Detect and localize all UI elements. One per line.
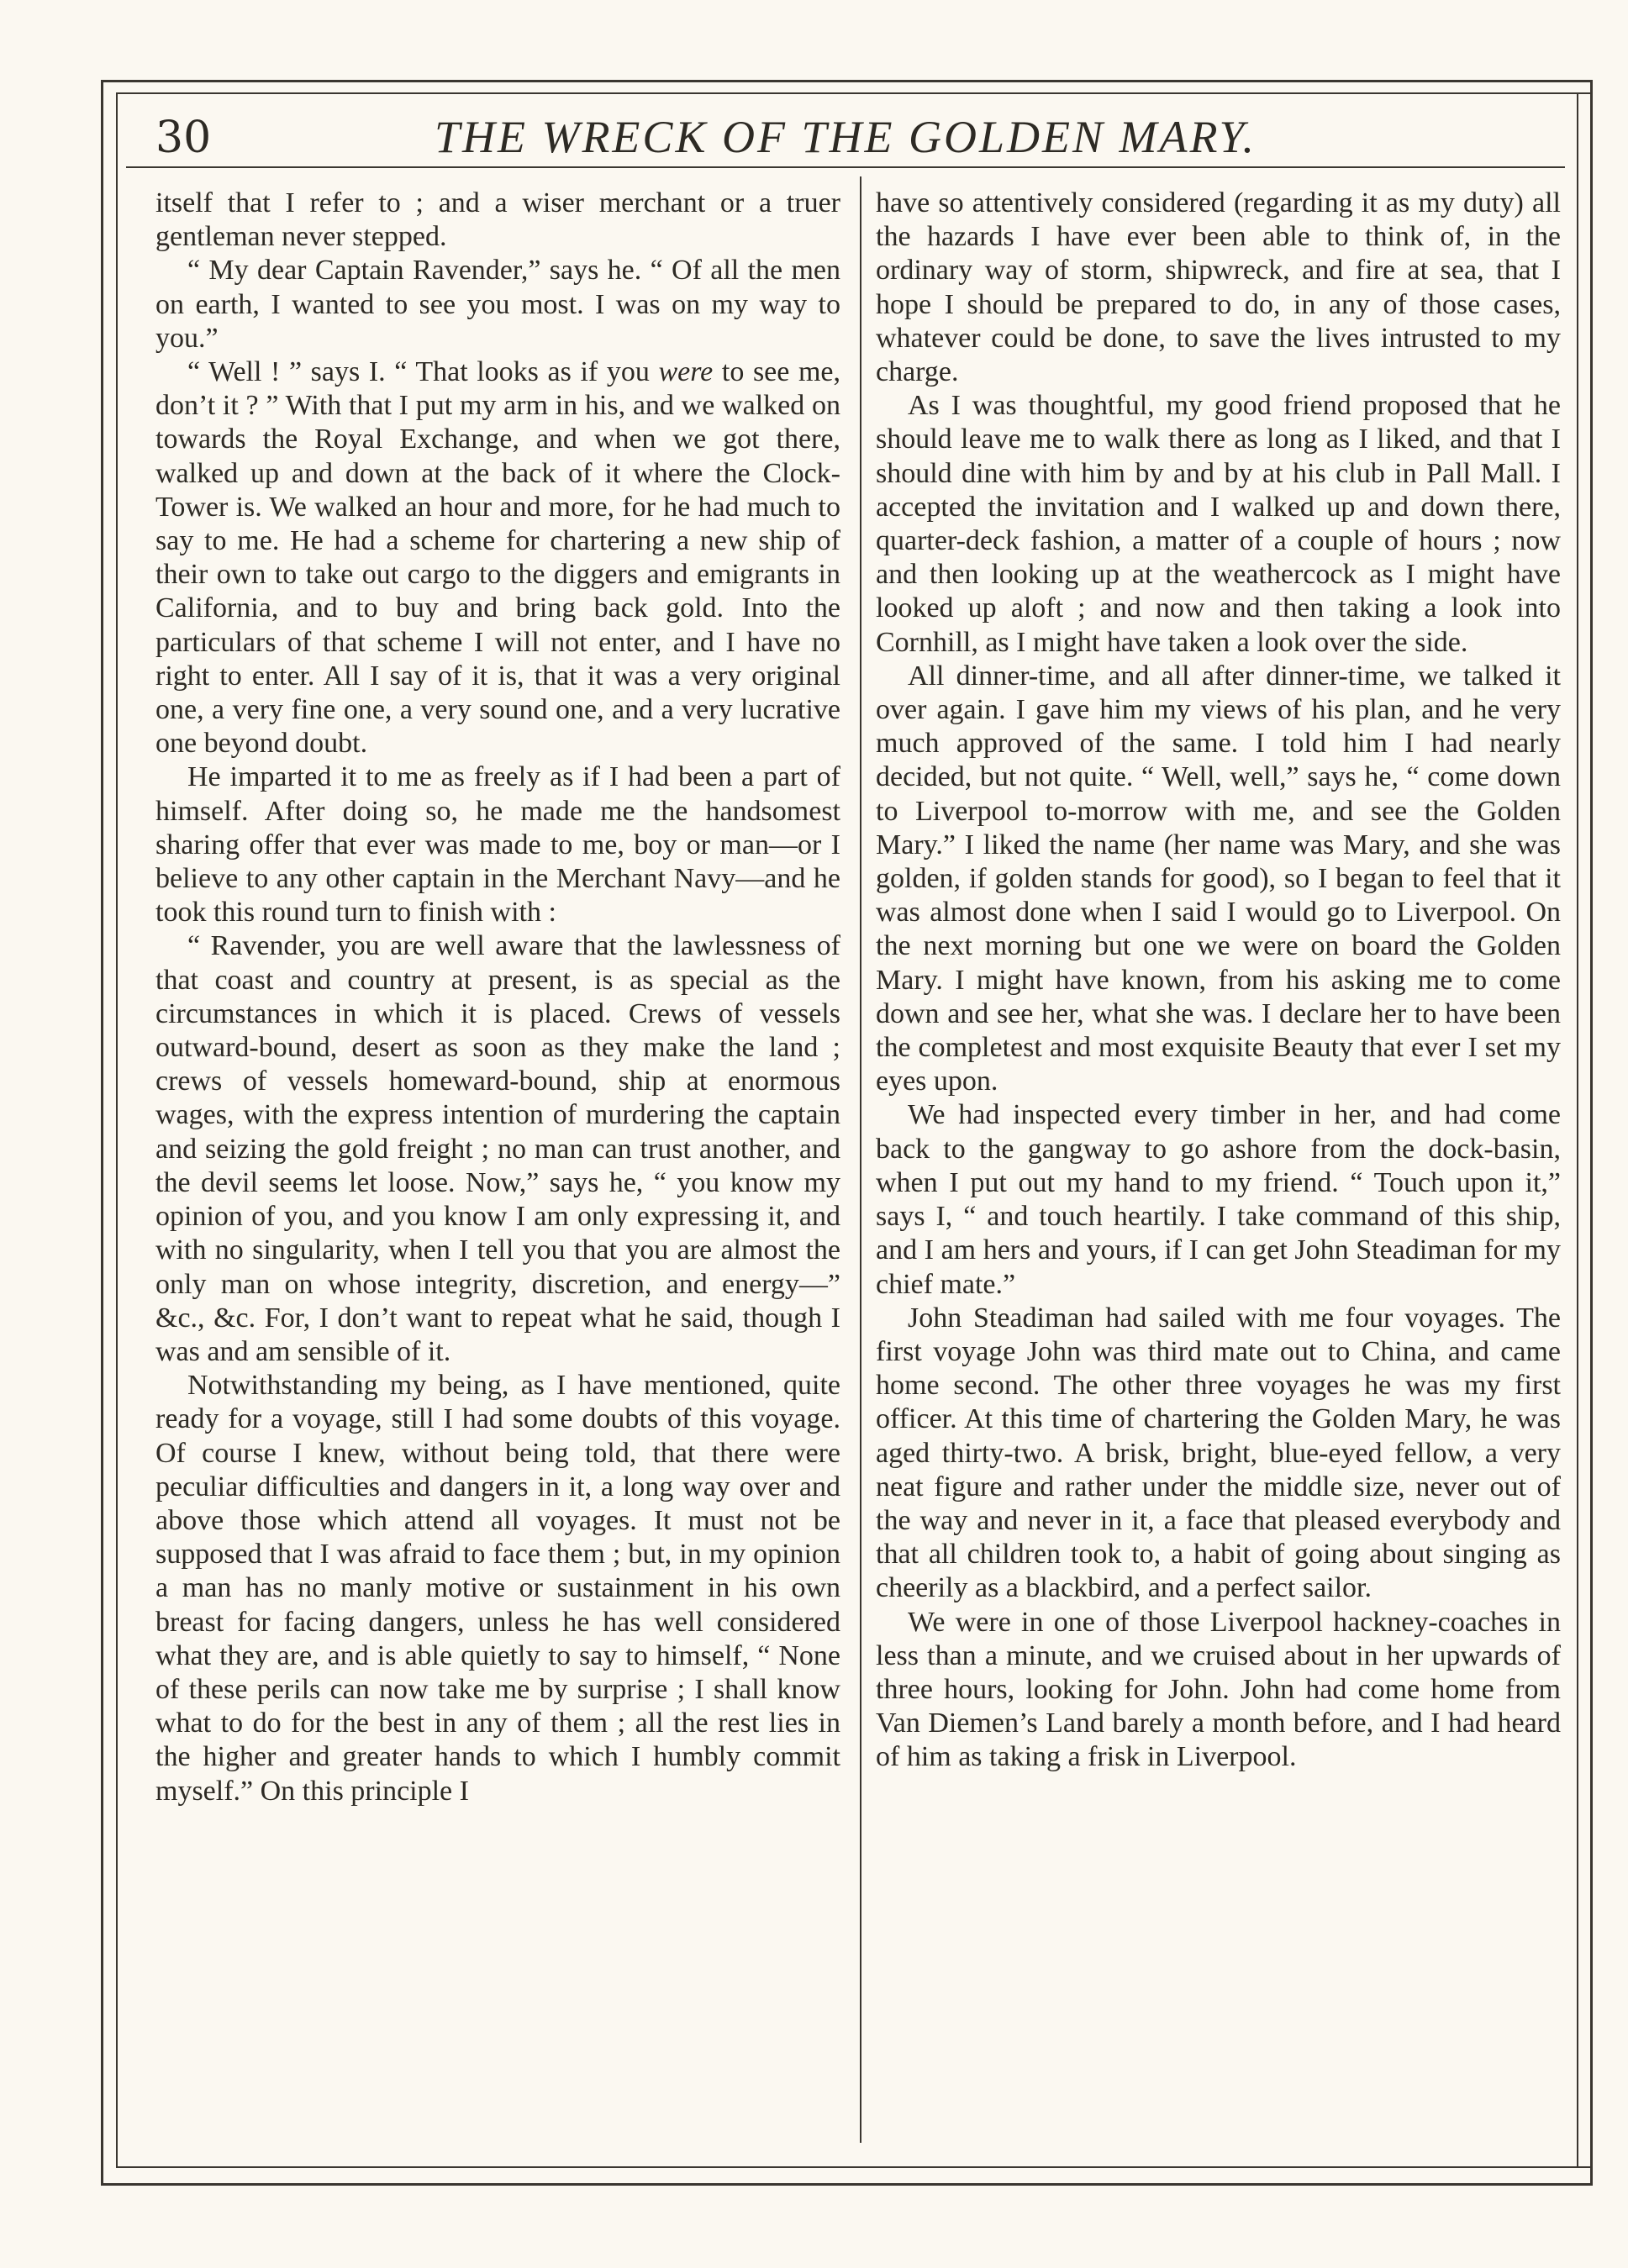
left-column <box>155 187 840 1808</box>
frame-rule-top-inner <box>116 92 1591 94</box>
frame-rule-right-inner <box>1577 92 1578 2168</box>
frame-rule-right <box>1590 80 1593 2186</box>
frame-rule-bottom-inner <box>116 2166 1591 2168</box>
page-header <box>126 108 1565 165</box>
paragraph: have so attentively considered (regarding it as my duty) all the hazards I have ever been able to think of, in the ordinary way of storm, shipwreck, and fire at sea, that I hope I should be prepared to do, in any of those cases, whatever could be done, to save the lives intrusted to my charge. <box>876 187 1561 388</box>
paragraph: We were in one of those Liverpool hackney-coaches in less than a minute, and we cruised about in her upwards of three hours, looking for John. John had come home from Van Diemen’s Land barely a month before, and I had heard of him as taking a frisk in Liverpool. <box>876 1606 1561 1773</box>
paragraph: We had inspected every timber in her, and had come back to the gangway to go ashore from the dock-basin, when I put out my hand to my friend. “ Touch upon it,” says I, “ and touch heartily. I take command of this ship, and I am hers and yours, if I can get John Steadiman for my chief mate.” <box>876 1099 1561 1300</box>
italic-text: were <box>658 356 714 388</box>
paragraph: John Steadiman had sailed with me four voyages. The first voyage John was third mate out to China, and came home second. The other three voyages he was my first officer. At this time of chartering the Golden Mary, he was aged thirty-two. A brisk, bright, blue-eyed fellow, a very neat figure and rather under the middle size, never out of the way and never in it, a face that pleased everybody and that all children took to, a habit of going about singing as cheerily as a blackbird, and a perfect sailor. <box>876 1302 1561 1604</box>
paragraph: “ My dear Captain Ravender,” says he. “ Of all the men on earth, I wanted to see you most. I was on my way to you.” <box>155 255 840 354</box>
frame-rule-top <box>101 80 1593 82</box>
paragraph: “ Ravender, you are well aware that the lawlessness of that coast and country at present, is as special as the circumstances in which it is placed. Crews of vessels outward-bound, desert as soon as they make the land ; crews of vessels homeward-bound, ship at enormous wages, with the express intention of murdering the captain and seizing the gold freight ; no man can trust another, and the devil seems let loose. Now,” says he, “ you know my opinion of you, and you know I am only expressing it, and with no singularity, when I tell you that you are almost the only man on whose integrity, discretion, and energy—” &c., &c. For, I don’t want to repeat what he said, though I was and am sensible of it. <box>155 930 840 1367</box>
right-column <box>876 187 1561 1775</box>
column-divider <box>860 176 861 2143</box>
paragraph: Notwithstanding my being, as I have mentioned, quite ready for a voyage, still I had some doubts of this voyage. Of course I knew, without being told, that there were peculiar difficulties and dangers in it, a long way over and above those which attend all voyages. It must not be supposed that I was afraid to face them ; but, in my opinion a man has no manly motive or sustainment in his own breast for facing dangers, unless he has well considered what they are, and is able quietly to say to himself, “ None of these perils can now take me by surprise ; I shall know what to do for the best in any of them ; all the rest lies in the higher and greater hands to which I humbly commit myself.” On this principle I <box>155 1370 840 1807</box>
frame-rule-left-inner <box>116 92 118 2168</box>
header-rule <box>126 166 1565 168</box>
frame-rule-left <box>101 80 103 2186</box>
paragraph: As I was thoughtful, my good friend proposed that he should leave me to walk there as long as I liked, and that I should dine with him by and by at his club in Pall Mall. I accepted the invitation and I walked up and down there, quarter-deck fashion, a matter of a couple of hours ; now and then looking up at the weathercock as I might have looked up aloft ; and now and then taking a look into Cornhill, as I might have taken a look over the side. <box>876 390 1561 658</box>
paragraph-text: “ Well ! ” says I. “ That looks as if you <box>187 356 659 388</box>
paragraph: All dinner-time, and all after dinner-time, we talked it over again. I gave him my views of his plan, and he very much approved of the same. I told him I had nearly decided, but not quite. “ Well, well,” says he, “ come down to Liverpool to-morrow with me, and see the Golden Mary.” I liked the name (her name was Mary, and she was golden, if golden stands for good), so I began to feel that it was almost done when I said I would go to Liverpool. On the next morning but one we were on board the Golden Mary. I might have known, from his asking me to come down and see her, what she was. I declare her to have been the completest and most exquisite Beauty that ever I set my eyes upon. <box>876 660 1561 1097</box>
paragraph-text: to see me, don’t it ? ” With that I put my arm in his, and we walked on towards the Royal Exchange, and when we got there, walked up and down at the back of it where the Clock-Tower is. We walked an hour and more, for he had much to say to me. He had a scheme for chartering a new ship of their own to take out cargo to the diggers and emigrants in California, and to buy and bring back gold. Into the particulars of that scheme I will not enter, and I have no right to enter. All I say of it is, that it was a very original one, a very fine one, a very sound one, and a very lucrative one beyond doubt. <box>155 356 840 760</box>
paragraph <box>155 355 840 760</box>
paragraph: He imparted it to me as freely as if I had been a part of himself. After doing so, he made me the handsomest sharing offer that ever was made to me, boy or man—or I believe to any other captain in the Merchant Navy—and he took this round turn to finish with : <box>155 761 840 929</box>
frame-rule-bottom <box>101 2183 1593 2186</box>
paragraph: itself that I refer to ; and a wiser merchant or a truer gentleman never stepped. <box>155 187 840 253</box>
running-title: THE WRECK OF THE GOLDEN MARY. <box>434 112 1257 162</box>
page-number: 30 <box>155 113 212 163</box>
